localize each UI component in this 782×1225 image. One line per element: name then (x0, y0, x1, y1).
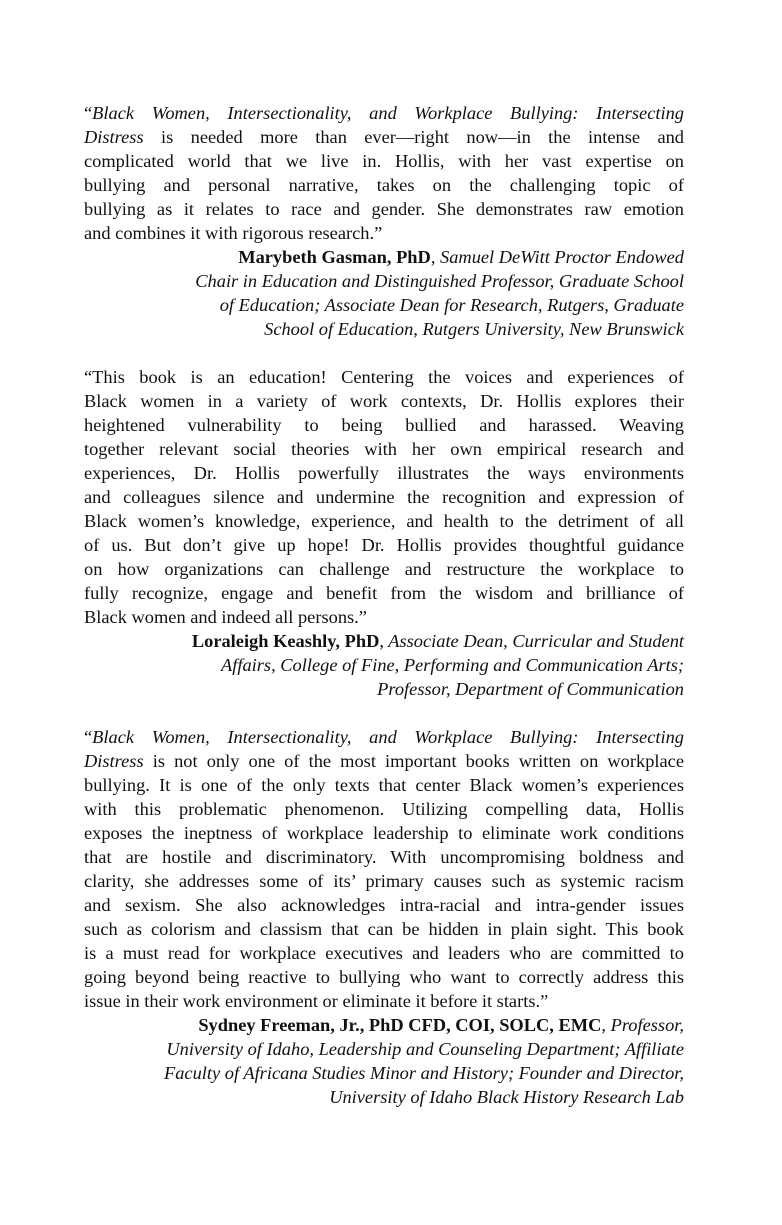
quote-line (84, 749, 684, 773)
attribution-line (84, 1037, 684, 1061)
endorsement-1 (84, 101, 684, 341)
endorsement-3 (84, 725, 684, 1109)
quote-text: going beyond being reactive to bullying who want to correctly address this (84, 967, 684, 987)
quote-line (84, 221, 684, 245)
quote-text: bullying. It is one of the only texts that center Black women’s experiences (84, 775, 684, 795)
quote-text: complicated world that we live in. Hollis, with her vast expertise on (84, 151, 684, 171)
endorser-credentials: Affairs, College of Fine, Performing and Communication Arts; (221, 655, 684, 675)
quote-line (84, 413, 684, 437)
quote-text: of us. But don’t give up hope! Dr. Hollis provides thoughtful guidance (84, 535, 684, 555)
quote-text: on how organizations can challenge and restructure the workplace to (84, 559, 684, 579)
quote-line (84, 389, 684, 413)
quote-text: experiences, Dr. Hollis powerfully illustrates the ways environments (84, 463, 684, 483)
endorser-name: Loraleigh Keashly, PhD (191, 631, 380, 651)
attribution-line (84, 293, 684, 317)
endorsement-attribution (84, 1013, 684, 1109)
quote-text: Black women in a variety of work contexts, Dr. Hollis explores their (84, 391, 684, 411)
quote-text: fully recognize, engage and benefit from the wisdom and brilliance of (84, 583, 684, 603)
quote-line (84, 845, 684, 869)
quote-line (84, 989, 684, 1013)
endorsement-attribution (84, 629, 684, 701)
quote-text: is a must read for workplace executives and leaders who are committed to (84, 943, 684, 963)
quote-line (84, 557, 684, 581)
quote-text: and sexism. She also acknowledges intra-racial and intra-gender issues (84, 895, 684, 915)
quote-text: that are hostile and discriminatory. With uncompromising boldness and (84, 847, 684, 867)
endorser-credentials: Associate Dean, Curricular and Student (383, 631, 684, 651)
quote-text: Black Women, Intersectionality, and Workplace Bullying: Intersecting (92, 103, 684, 123)
quote-line (84, 461, 684, 485)
quote-text: clarity, she addresses some of its’ primary causes such as systemic racism (84, 871, 684, 891)
attribution-line (84, 317, 684, 341)
quote-text: is not only one of the most important books written on workplace (143, 751, 684, 771)
quote-text: Black women and indeed all persons.” (84, 607, 367, 627)
quote-line (84, 869, 684, 893)
quote-line (84, 173, 684, 197)
endorser-credentials: Samuel DeWitt Proctor Endowed (435, 247, 684, 267)
endorsement-quote (84, 101, 684, 245)
quote-line (84, 821, 684, 845)
attribution-line (84, 1061, 684, 1085)
quote-line (84, 605, 684, 629)
endorser-credentials: Chair in Education and Distinguished Professor, Graduate School (195, 271, 684, 291)
quote-text: bullying and personal narrative, takes on the challenging topic of (84, 175, 684, 195)
attribution-line (84, 653, 684, 677)
quote-line (84, 941, 684, 965)
attribution-line (84, 629, 684, 653)
quote-text: heightened vulnerability to being bullied and harassed. Weaving (84, 415, 684, 435)
quote-line (84, 965, 684, 989)
endorser-credentials: Professor, (606, 1015, 684, 1035)
quote-text: with this problematic phenomenon. Utilizing compelling data, Hollis (84, 799, 684, 819)
quote-line (84, 149, 684, 173)
quote-line (84, 797, 684, 821)
quote-line (84, 125, 684, 149)
quote-text: and colleagues silence and undermine the recognition and expression of (84, 487, 684, 507)
endorsement-attribution (84, 245, 684, 341)
quote-line (84, 101, 684, 125)
endorser-credentials: Faculty of Africana Studies Minor and History; Founder and Director, (164, 1063, 684, 1083)
endorsement-quote (84, 365, 684, 629)
quote-line (84, 533, 684, 557)
name-separator: , (379, 631, 384, 651)
attribution-line (84, 1085, 684, 1109)
endorser-name: Sydney Freeman, Jr., PhD CFD, COI, SOLC, EMC (198, 1015, 602, 1035)
quote-text: such as colorism and classism that can be hidden in plain sight. This book (84, 919, 684, 939)
quote-line (84, 197, 684, 221)
quote-line (84, 365, 684, 389)
quote-text: Distress (84, 751, 144, 771)
quote-text: Black Women, Intersectionality, and Workplace Bullying: Intersecting (92, 727, 684, 747)
quote-line (84, 893, 684, 917)
quote-text: exposes the ineptness of workplace leadership to eliminate work conditions (84, 823, 684, 843)
quote-text: Black women’s knowledge, experience, and health to the detriment of all (84, 511, 684, 531)
quote-line (84, 437, 684, 461)
endorser-credentials: Professor, Department of Communication (377, 679, 684, 699)
quote-line (84, 917, 684, 941)
quote-text: issue in their work environment or eliminate it before it starts.” (84, 991, 549, 1011)
attribution-line (84, 1013, 684, 1037)
attribution-line (84, 677, 684, 701)
quote-line (84, 773, 684, 797)
endorsement-quote (84, 725, 684, 1013)
quote-text: Distress (84, 127, 144, 147)
endorser-name: Marybeth Gasman, PhD (238, 247, 431, 267)
endorser-credentials: School of Education, Rutgers University, New Brunswick (264, 319, 684, 339)
quote-text: “This book is an education! Centering the voices and experiences of (84, 367, 684, 387)
quote-text: is needed more than ever—right now—in the intense and (143, 127, 684, 147)
quote-text: and combines it with rigorous research.” (84, 223, 383, 243)
attribution-line (84, 245, 684, 269)
name-separator: , (601, 1015, 606, 1035)
endorser-credentials: University of Idaho Black History Research Lab (329, 1087, 684, 1107)
quote-text: “ (84, 727, 93, 747)
quote-text: bullying as it relates to race and gender. She demonstrates raw emotion (84, 199, 684, 219)
quote-line (84, 485, 684, 509)
endorsement-2 (84, 365, 684, 701)
name-separator: , (430, 247, 436, 267)
quote-line (84, 725, 684, 749)
endorser-credentials: of Education; Associate Dean for Research, Rutgers, Graduate (219, 295, 684, 315)
quote-text: together relevant social theories with her own empirical research and (84, 439, 684, 459)
quote-line (84, 509, 684, 533)
attribution-line (84, 269, 684, 293)
quote-text: “ (84, 103, 93, 123)
quote-line (84, 581, 684, 605)
endorser-credentials: University of Idaho, Leadership and Counseling Department; Affiliate (166, 1039, 684, 1059)
